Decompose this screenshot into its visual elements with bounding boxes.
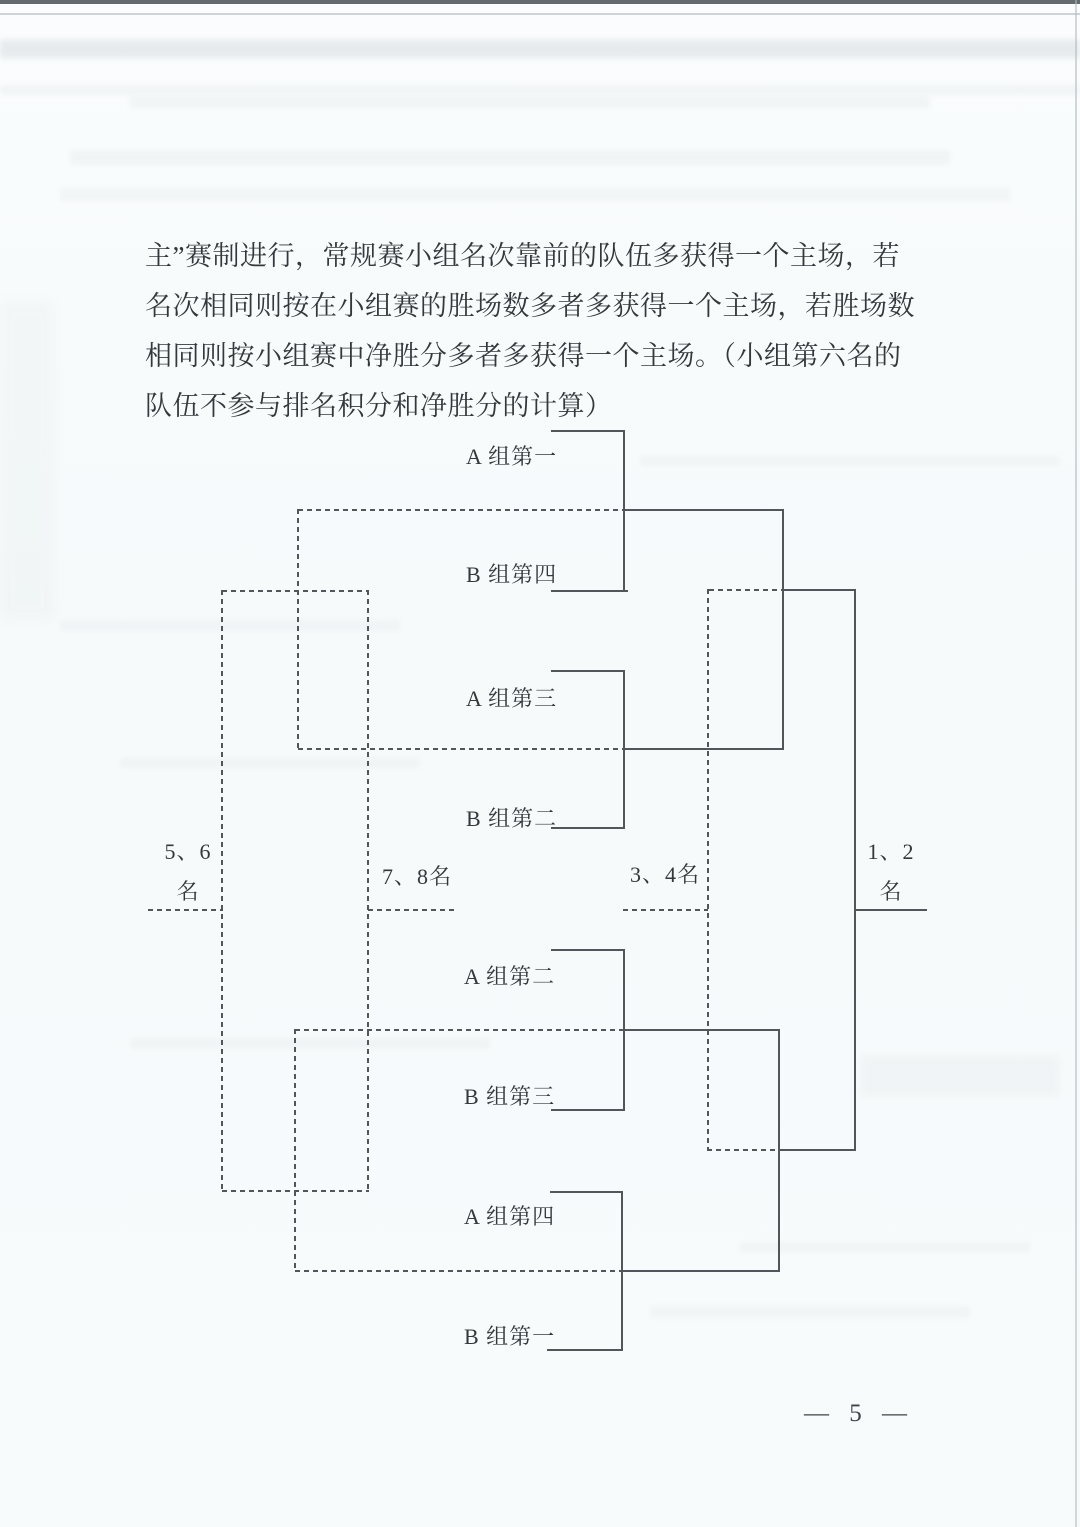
place-label-1-2-bottom: 名 <box>879 879 903 904</box>
bleed-through-artifact <box>60 620 400 631</box>
bleed-through-artifact <box>130 1038 490 1049</box>
qf1-connector <box>623 430 625 592</box>
slot-label-b-second: B 组第二 <box>466 806 558 831</box>
qf1-winner-line <box>623 509 783 511</box>
slot-line-a-fourth <box>550 1191 622 1193</box>
place-label-3-4: 3、4名 <box>630 862 701 887</box>
place-label-5-6 <box>150 832 226 912</box>
slot-label-b-first: B 组第一 <box>464 1324 556 1349</box>
qf3-winner-line <box>620 1029 780 1031</box>
bleed-through-artifact <box>130 96 930 108</box>
sf2-winner-line <box>778 1149 856 1151</box>
place-label-1-2 <box>853 832 929 912</box>
qf2-winner-line <box>623 748 783 750</box>
sf1-winner-line <box>782 589 856 591</box>
scan-top-edge <box>0 0 1080 4</box>
qf1-loser-line <box>298 509 625 511</box>
scan-top-streak <box>0 13 1080 15</box>
bleed-through-artifact <box>640 456 1060 466</box>
scan-right-edge <box>1075 0 1077 1527</box>
consolation-top-line <box>222 590 369 592</box>
slot-line-b-fourth <box>551 590 628 592</box>
bleed-through-artifact <box>740 1242 1030 1252</box>
scan-band-artifact <box>0 86 1080 94</box>
bleed-through-artifact <box>650 1306 970 1318</box>
consolation-bottom-line <box>222 1190 369 1192</box>
place34-connector <box>707 589 709 1151</box>
slot-label-b-fourth: B 组第四 <box>466 562 558 587</box>
place78-result-line <box>368 909 458 911</box>
slot-line-a-second <box>551 949 625 951</box>
place-label-5-6-top: 5、6 <box>164 839 212 864</box>
qf4-winner-line <box>621 1270 780 1272</box>
place-label-7-8: 7、8名 <box>382 864 453 889</box>
slot-label-a-first: A 组第一 <box>466 444 558 469</box>
qf3-loser-line <box>295 1029 622 1031</box>
sf1-loser-line <box>709 589 784 591</box>
place78-connector <box>367 590 369 1192</box>
slot-line-a-first <box>551 430 625 432</box>
paragraph-line: 队伍不参与排名积分和净胜分的计算） <box>145 391 613 421</box>
qf2-loser-line <box>298 748 625 750</box>
bleed-through-artifact <box>860 1055 1060 1097</box>
bleed-through-artifact <box>120 758 420 768</box>
slot-label-a-fourth: A 组第四 <box>464 1204 556 1229</box>
page-number: — 5 — <box>804 1400 909 1427</box>
paragraph-line: 相同则按小组赛中净胜分多者多获得一个主场。（小组第六名的 <box>145 341 902 371</box>
sf2-loser-line <box>707 1149 780 1151</box>
place-label-1-2-top: 1、2 <box>867 839 915 864</box>
qf4-loser-line <box>295 1270 623 1272</box>
slot-line-a-third <box>551 670 625 672</box>
paragraph-line: 名次相同则按在小组赛的胜场数多者多获得一个主场，若胜场数 <box>145 291 915 321</box>
scan-band-artifact <box>0 40 1080 58</box>
losers-upper-connector <box>297 509 299 750</box>
losers-lower-connector <box>294 1029 296 1272</box>
place34-result-line <box>623 909 708 911</box>
slot-line-b-first <box>547 1349 622 1351</box>
slot-label-a-third: A 组第三 <box>466 686 558 711</box>
bleed-through-artifact <box>0 300 55 620</box>
place-label-5-6-bottom: 名 <box>176 879 200 904</box>
bleed-through-artifact <box>60 188 1010 201</box>
slot-line-b-second <box>551 827 625 829</box>
slot-line-b-third <box>551 1109 623 1111</box>
paragraph-line: 主”赛制进行，常规赛小组名次靠前的队伍多获得一个主场，若 <box>145 241 900 271</box>
slot-label-b-third: B 组第三 <box>464 1084 556 1109</box>
bleed-through-artifact <box>70 150 950 165</box>
body-paragraph <box>145 231 950 431</box>
sf1-connector <box>782 509 784 750</box>
slot-label-a-second: A 组第二 <box>464 964 556 989</box>
